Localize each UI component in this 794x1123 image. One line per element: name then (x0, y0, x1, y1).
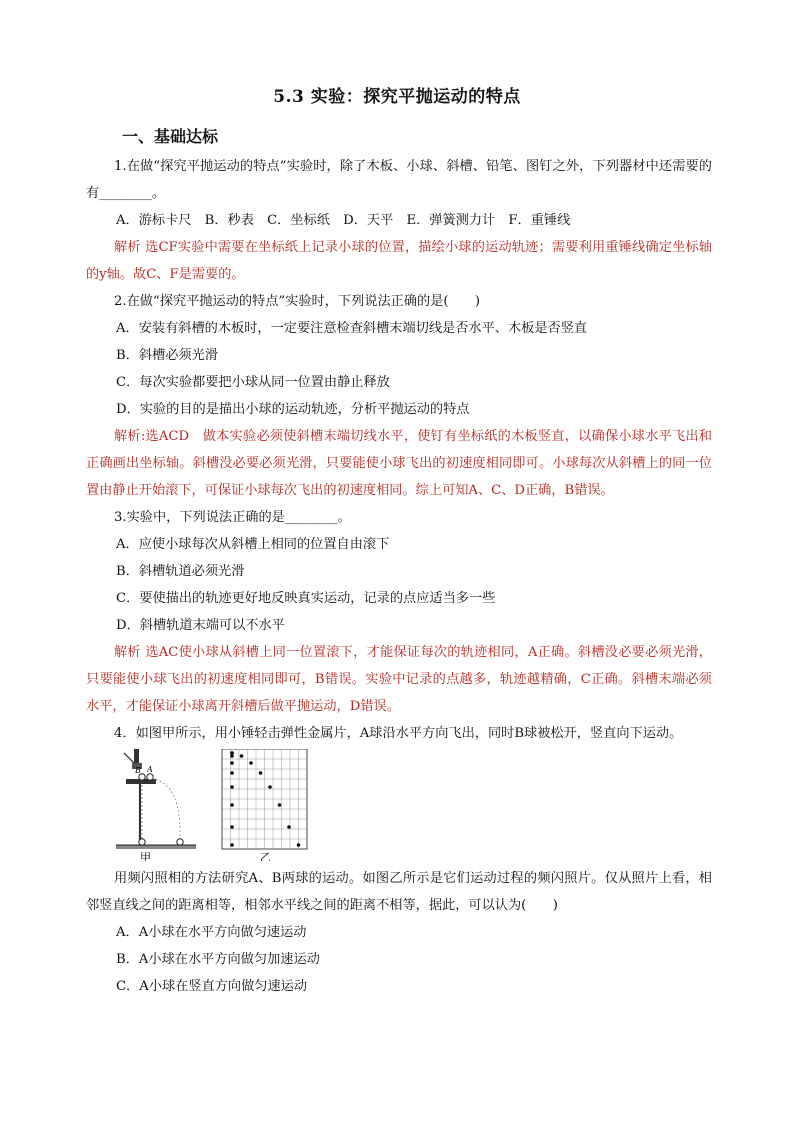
q4-option-a: A．A小球在水平方向做匀速运动 (116, 925, 307, 940)
strobe-dot-b (230, 771, 234, 775)
strobe-dot-a (278, 803, 282, 807)
q1-analysis-label: 解析 (114, 240, 141, 255)
strobe-dot-a (259, 771, 263, 775)
q3-analysis (86, 639, 712, 720)
strobe-dot-b (230, 754, 234, 758)
ball-a-label: A (147, 765, 153, 774)
q3-option-a: A．应使小球每次从斜槽上相同的位置自由滚下 (116, 537, 390, 552)
strobe-dot-a (287, 825, 291, 829)
strobe-dot-a (297, 843, 301, 847)
figure-left-label: 甲 (140, 851, 151, 861)
strobe-dot-b (230, 825, 234, 829)
ball-b-label: B (135, 766, 141, 775)
q3-option-c: C．要使描出的轨迹更好地反映真实运动，记录的点应适当多一些 (116, 591, 496, 606)
q2-option-d: D．实验的目的是描出小球的运动轨迹，分析平抛运动的特点 (116, 402, 470, 417)
q3-analysis-text: 选AC使小球从斜槽上同一位置滚下，才能保证每次的轨迹相同，A正确。斜槽没必要必须光滑，只要能使小球飞出的初速度相同即可，B错误。实验中记录的点越多，轨迹越精确，C正确。斜槽末端必须水平，才能保证小球离开斜槽后做平抛运动，D错误。 (86, 645, 712, 714)
hammer-arm (124, 753, 134, 763)
strobe-dot-b (230, 843, 234, 847)
q4-figure (112, 749, 712, 861)
q4-option-b: B．A小球在水平方向做匀加速运动 (116, 952, 320, 967)
ground (116, 845, 196, 849)
q4-body: 用频闪照相的方法研究A、B两球的运动。如图乙所示是它们运动过程的频闪照片。仅从照片上看，相邻竖直线之间的距离相等，相邻水平线之间的距离不相等，据此，可以认为( ) (86, 871, 712, 913)
hammer-handle (134, 749, 139, 763)
parabolic-trajectory (152, 779, 180, 841)
q1-options: A．游标卡尺 B．秒表 C．坐标纸 D．天平 E．弹簧测力计 F．重锤线 (116, 213, 571, 228)
q1-analysis (86, 234, 712, 288)
strobe-dot-b (230, 803, 234, 807)
q2-option-b: B．斜槽必须光滑 (116, 348, 219, 363)
q2-option-c: C．每次实验都要把小球从同一位置由静止释放 (116, 375, 390, 390)
strobe-dot-b (230, 785, 234, 789)
q4-figure-svg (112, 749, 372, 861)
ball-a-landed (177, 839, 183, 845)
q4-stem: 4．如图甲所示，用小锤轻击弹性金属片，A球沿水平方向飞出，同时B球被松开，竖直向下运动。 (114, 726, 683, 741)
q2-option-a: A．安装有斜槽的木板时，一定要注意检查斜槽末端切线是否水平、木板是否竖直 (116, 321, 588, 336)
ball-b-landed (139, 839, 145, 845)
q2-analysis (86, 423, 712, 504)
strobe-photo (222, 749, 307, 861)
q1-analysis-text: 选CF实验中需要在坐标纸上记录小球的位置，描绘小球的运动轨迹；需要利用重锤线确定坐标轴的y轴。故C、F是需要的。 (86, 240, 712, 282)
q1-stem: 1.在做“探究平抛运动的特点”实验时，除了木板、小球、斜槽、铅笔、图钉之外，下列器材中还需要的有________。 (86, 159, 712, 201)
q2-analysis-text: 选ACD 做本实验必须使斜槽末端切线水平，使钉有坐标纸的木板竖直，以确保小球水平飞出和正确画出坐标轴。斜槽没必要必须光滑，只要能使小球飞出的初速度相同即可。小球每次从斜槽上的同一位置由静止开始滚下，可保证小球每次飞出的初速度相同。综上可知A、C、D正确，B错误。 (86, 429, 712, 498)
q3-stem: 3.实验中，下列说法正确的是________。 (114, 510, 351, 525)
content (86, 153, 712, 1000)
q2-analysis-label: 解析: (114, 429, 146, 444)
strobe-dot-b (230, 761, 234, 765)
q3-option-d: D．斜槽轨道末端可以不水平 (116, 618, 285, 633)
page-title: 5.3 实验：探究平抛运动的特点 (273, 87, 521, 107)
q3-option-b: B．斜槽轨道必须光滑 (116, 564, 245, 579)
figure-right-label: 乙 (260, 851, 271, 861)
strobe-dot-a (268, 785, 272, 789)
q2-stem: 2.在做“探究平抛运动的特点”实验时，下列说法正确的是( ) (114, 294, 481, 309)
q3-analysis-label: 解析 (114, 645, 141, 660)
apparatus-diagram (116, 749, 196, 861)
strobe-dot-a (249, 761, 253, 765)
q4-option-c: C．A小球在竖直方向做匀速运动 (116, 979, 308, 994)
strobe-dot-a (240, 754, 244, 758)
section-heading: 一、基础达标 (122, 127, 219, 146)
